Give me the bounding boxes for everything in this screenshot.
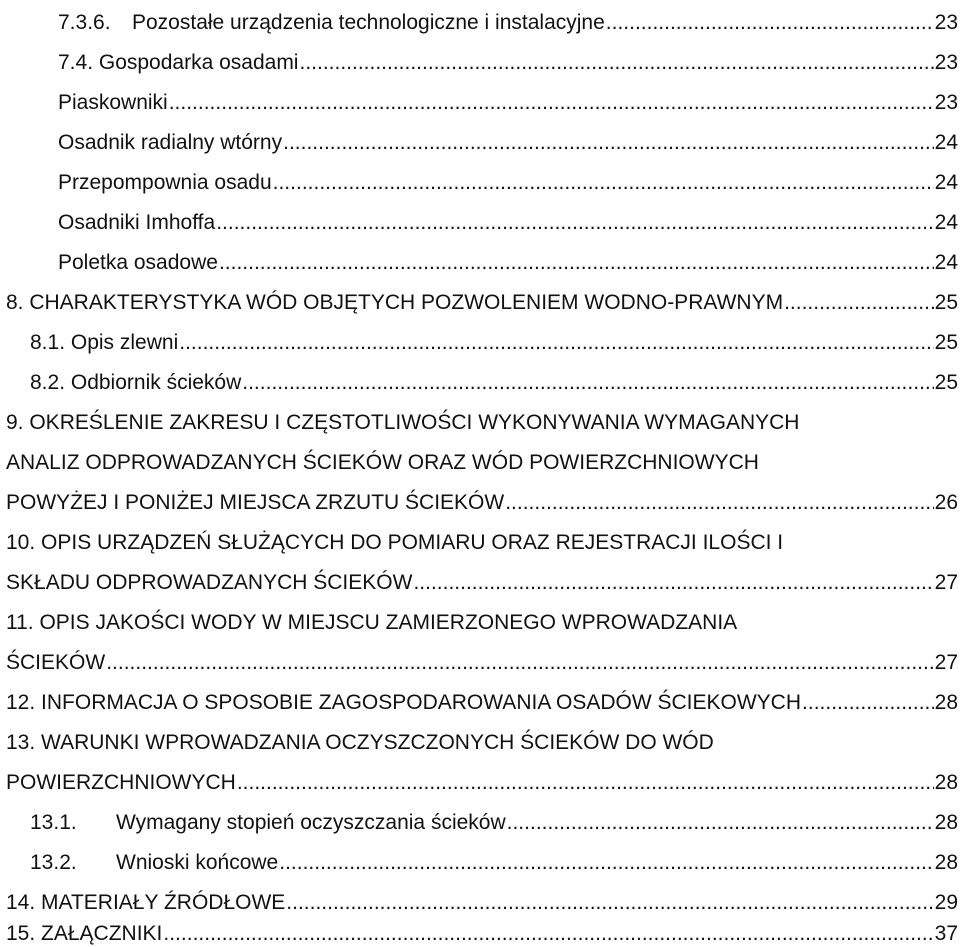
toc-leader-dots [784, 290, 934, 316]
toc-leader-dots [802, 690, 934, 716]
toc-entry-10-line1[interactable]: 10. OPIS URZĄDZEŃ SŁUŻĄCYCH DO POMIARU ORAZ REJESTRACJI ILOŚCI I [6, 531, 784, 554]
toc-page-number: 28 [934, 851, 958, 874]
toc-leader-dots [237, 770, 934, 796]
toc-entry-title: POWYŻEJ I PONIŻEJ MIEJSCA ZRZUTU ŚCIEKÓW [6, 491, 505, 514]
toc-entry-title: Wymagany stopień oczyszczania ścieków [116, 811, 506, 834]
toc-entry-13-2[interactable] [30, 838, 960, 876]
toc-page-number: 28 [934, 811, 958, 834]
toc-entry-8-1[interactable] [30, 318, 960, 356]
toc-entry-title: 8. CHARAKTERYSTYKA WÓD OBJĘTYCH POZWOLENIEM WODNO-PRAWNYM [6, 291, 784, 314]
toc-leader-dots [179, 330, 933, 356]
toc-entry-7-3-6[interactable] [58, 0, 960, 36]
toc-entry-title: Przepompownia osadu [58, 171, 272, 194]
toc-entry-title: Pozostałe urządzenia technologiczne i instalacyjne [132, 11, 605, 34]
toc-page-number: 25 [934, 331, 958, 354]
toc-entry-number: 13.1. [30, 811, 77, 834]
toc-entry-title: 14. MATERIAŁY ŹRÓDŁOWE [6, 891, 286, 914]
toc-leader-dots [505, 490, 933, 516]
toc-page-number: 24 [934, 251, 958, 274]
toc-page-number: 29 [934, 891, 958, 914]
toc-entry-title: 12. INFORMACJA O SPOSOBIE ZAGOSPODAROWANIA OSADÓW ŚCIEKOWYCH [6, 691, 802, 714]
toc-entry-9-line3[interactable] [6, 478, 960, 516]
toc-page-number: 25 [934, 371, 958, 394]
toc-entry-title: POWIERZCHNIOWYCH [6, 771, 236, 794]
toc-leader-dots [606, 10, 934, 36]
toc-page-number: 24 [934, 211, 958, 234]
toc-entry-title: 8.1. Opis zlewni [30, 331, 179, 354]
toc-entry-11-line1[interactable]: 11. OPIS JAKOŚCI WODY W MIEJSCU ZAMIERZONEGO WPROWADZANIA [6, 611, 738, 634]
toc-page-number: 24 [934, 171, 958, 194]
toc-leader-dots [106, 650, 933, 676]
toc-entry-poletka-osadowe[interactable] [58, 238, 960, 276]
toc-entry-title: Poletka osadowe [58, 251, 218, 274]
toc-page-number: 28 [934, 691, 958, 714]
toc-page-number: 27 [934, 651, 958, 674]
toc-entry-12[interactable] [6, 678, 960, 716]
toc-leader-dots [279, 850, 933, 876]
toc-entry-13-1[interactable] [30, 798, 960, 836]
toc-entry-osadniki-imhoffa[interactable] [58, 198, 960, 236]
toc-leader-dots [273, 170, 934, 196]
toc-entry-title: Osadniki Imhoffa [58, 211, 216, 234]
toc-entry-title: Piaskowniki [58, 91, 168, 114]
toc-entry-title: SKŁADU ODPROWADZANYCH ŚCIEKÓW [6, 571, 413, 594]
toc-page-number: 23 [934, 51, 958, 74]
toc-page-number: 27 [934, 571, 958, 594]
toc-leader-dots [169, 90, 934, 116]
toc-entry-8-2[interactable] [30, 358, 960, 396]
toc-entry-number: 7.3.6. [58, 11, 111, 34]
toc-entry-osadnik-radialny[interactable] [58, 118, 960, 156]
toc-entry-number: 13.2. [30, 851, 77, 874]
toc-entry-title: Wnioski końcowe [116, 851, 279, 874]
toc-entry-9-line2[interactable]: ANALIZ ODPROWADZANYCH ŚCIEKÓW ORAZ WÓD POWIERZCHNIOWYCH [6, 451, 759, 474]
toc-entry-13-line1[interactable]: 13. WARUNKI WPROWADZANIA OCZYSZCZONYCH ŚCIEKÓW DO WÓD [6, 731, 714, 754]
toc-page-number: 24 [934, 131, 958, 154]
toc-entry-title: ŚCIEKÓW [6, 651, 106, 674]
toc-leader-dots [507, 810, 934, 836]
toc-page-number: 23 [934, 91, 958, 114]
toc-entry-11-line2[interactable] [6, 638, 960, 676]
toc-leader-dots [242, 370, 933, 396]
toc-page-number: 25 [934, 291, 958, 314]
toc-entry-title: 15. ZAŁĄCZNIKI [6, 922, 163, 945]
toc-page-number: 28 [934, 771, 958, 794]
toc-entry-title: Osadnik radialny wtórny [58, 131, 283, 154]
toc-entry-piaskowniki[interactable] [58, 78, 960, 116]
toc-leader-dots [299, 50, 933, 76]
toc-entry-przepompownia[interactable] [58, 158, 960, 196]
toc-page-number: 26 [934, 491, 958, 514]
toc-leader-dots [413, 570, 933, 596]
toc-entry-title: 8.2. Odbiornik ścieków [30, 371, 242, 394]
toc-page-number: 23 [934, 11, 958, 34]
toc-leader-dots [163, 921, 933, 947]
toc-entry-15[interactable] [6, 909, 960, 947]
toc-entry-10-line2[interactable] [6, 558, 960, 596]
toc-page-number: 37 [934, 922, 958, 945]
toc-leader-dots [216, 210, 933, 236]
toc-leader-dots [283, 130, 934, 156]
toc-entry-7-4[interactable] [58, 38, 960, 76]
toc-leader-dots [219, 250, 934, 276]
toc-entry-8[interactable] [6, 278, 960, 316]
toc-entry-title: 7.4. Gospodarka osadami [58, 51, 299, 74]
toc-entry-13-line2[interactable] [6, 758, 960, 796]
toc-entry-9-line1[interactable]: 9. OKREŚLENIE ZAKRESU I CZĘSTOTLIWOŚCI WYKONYWANIA WYMAGANYCH [6, 411, 800, 434]
